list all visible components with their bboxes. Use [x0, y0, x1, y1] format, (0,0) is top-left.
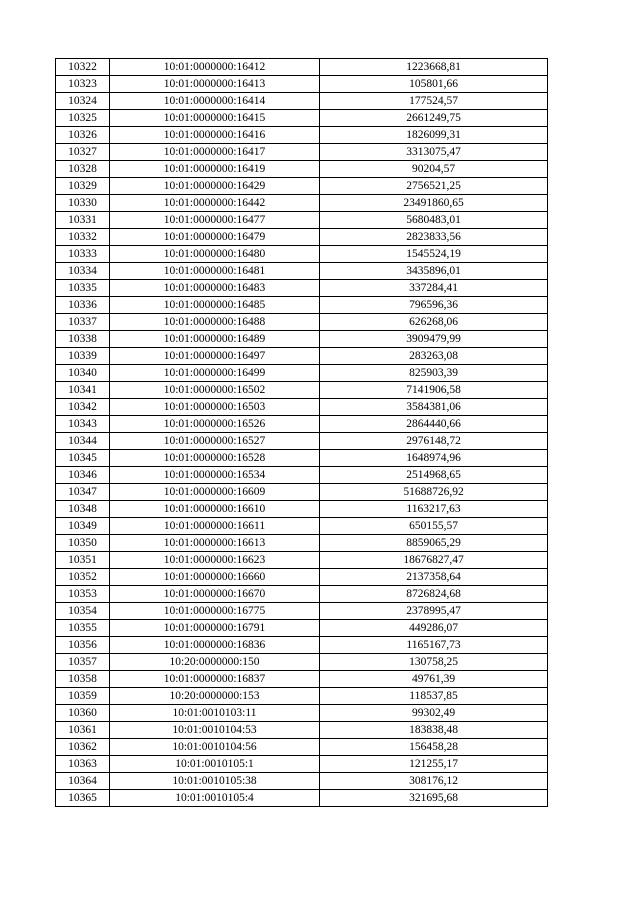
- cadastral-number-cell: 10:01:0000000:16413: [110, 76, 320, 93]
- cadastral-number-cell: 10:01:0000000:16477: [110, 212, 320, 229]
- row-number-cell: 10333: [56, 246, 110, 263]
- table-row: [56, 161, 548, 178]
- value-cell: 283263,08: [320, 348, 548, 365]
- value-cell: 1545524,19: [320, 246, 548, 263]
- cadastral-table: [55, 58, 548, 807]
- row-number-cell: 10356: [56, 637, 110, 654]
- cadastral-number-cell: 10:01:0000000:16527: [110, 433, 320, 450]
- row-number-cell: 10349: [56, 518, 110, 535]
- cadastral-number-cell: 10:01:0010105:1: [110, 756, 320, 773]
- table-row: [56, 637, 548, 654]
- cadastral-number-cell: 10:01:0000000:16610: [110, 501, 320, 518]
- table-row: [56, 654, 548, 671]
- row-number-cell: 10334: [56, 263, 110, 280]
- row-number-cell: 10326: [56, 127, 110, 144]
- value-cell: 51688726,92: [320, 484, 548, 501]
- table-row: [56, 297, 548, 314]
- row-number-cell: 10357: [56, 654, 110, 671]
- value-cell: 321695,68: [320, 790, 548, 807]
- table-row: [56, 93, 548, 110]
- row-number-cell: 10327: [56, 144, 110, 161]
- table-row: [56, 552, 548, 569]
- row-number-cell: 10324: [56, 93, 110, 110]
- cadastral-number-cell: 10:01:0000000:16499: [110, 365, 320, 382]
- value-cell: 23491860,65: [320, 195, 548, 212]
- cadastral-number-cell: 10:01:0000000:16481: [110, 263, 320, 280]
- row-number-cell: 10329: [56, 178, 110, 195]
- table-row: [56, 603, 548, 620]
- row-number-cell: 10362: [56, 739, 110, 756]
- row-number-cell: 10328: [56, 161, 110, 178]
- table-row: [56, 212, 548, 229]
- table-row: [56, 773, 548, 790]
- value-cell: 2514968,65: [320, 467, 548, 484]
- cadastral-number-cell: 10:01:0000000:16837: [110, 671, 320, 688]
- cadastral-number-cell: 10:01:0000000:16623: [110, 552, 320, 569]
- value-cell: 49761,39: [320, 671, 548, 688]
- cadastral-number-cell: 10:01:0000000:16670: [110, 586, 320, 603]
- cadastral-number-cell: 10:01:0000000:16613: [110, 535, 320, 552]
- cadastral-number-cell: 10:01:0000000:16429: [110, 178, 320, 195]
- cadastral-number-cell: 10:01:0010105:38: [110, 773, 320, 790]
- value-cell: 2137358,64: [320, 569, 548, 586]
- cadastral-number-cell: 10:01:0000000:16416: [110, 127, 320, 144]
- row-number-cell: 10354: [56, 603, 110, 620]
- value-cell: 796596,36: [320, 297, 548, 314]
- table-row: [56, 535, 548, 552]
- row-number-cell: 10351: [56, 552, 110, 569]
- row-number-cell: 10364: [56, 773, 110, 790]
- row-number-cell: 10347: [56, 484, 110, 501]
- cadastral-number-cell: 10:01:0000000:16480: [110, 246, 320, 263]
- value-cell: 650155,57: [320, 518, 548, 535]
- table-row: [56, 127, 548, 144]
- table-row: [56, 518, 548, 535]
- row-number-cell: 10336: [56, 297, 110, 314]
- table-row: [56, 722, 548, 739]
- row-number-cell: 10342: [56, 399, 110, 416]
- cadastral-number-cell: 10:01:0000000:16414: [110, 93, 320, 110]
- row-number-cell: 10360: [56, 705, 110, 722]
- value-cell: 2823833,56: [320, 229, 548, 246]
- table-row: [56, 569, 548, 586]
- value-cell: 183838,48: [320, 722, 548, 739]
- cadastral-number-cell: 10:01:0000000:16503: [110, 399, 320, 416]
- value-cell: 3435896,01: [320, 263, 548, 280]
- row-number-cell: 10335: [56, 280, 110, 297]
- table-row: [56, 484, 548, 501]
- table-row: [56, 76, 548, 93]
- table-row: [56, 246, 548, 263]
- cadastral-number-cell: 10:01:0000000:16534: [110, 467, 320, 484]
- cadastral-number-cell: 10:01:0000000:16483: [110, 280, 320, 297]
- table-row: [56, 705, 548, 722]
- value-cell: 99302,49: [320, 705, 548, 722]
- value-cell: 3909479,99: [320, 331, 548, 348]
- cadastral-number-cell: 10:01:0000000:16415: [110, 110, 320, 127]
- row-number-cell: 10323: [56, 76, 110, 93]
- row-number-cell: 10352: [56, 569, 110, 586]
- table-row: [56, 671, 548, 688]
- cadastral-number-cell: 10:01:0000000:16479: [110, 229, 320, 246]
- value-cell: 5680483,01: [320, 212, 548, 229]
- row-number-cell: 10345: [56, 450, 110, 467]
- table-row: [56, 399, 548, 416]
- table-body: [56, 59, 548, 807]
- row-number-cell: 10358: [56, 671, 110, 688]
- row-number-cell: 10322: [56, 59, 110, 76]
- row-number-cell: 10344: [56, 433, 110, 450]
- value-cell: 1648974,96: [320, 450, 548, 467]
- value-cell: 3584381,06: [320, 399, 548, 416]
- cadastral-number-cell: 10:01:0000000:16775: [110, 603, 320, 620]
- cadastral-number-cell: 10:01:0000000:16791: [110, 620, 320, 637]
- table-row: [56, 59, 548, 76]
- table-row: [56, 178, 548, 195]
- table-row: [56, 688, 548, 705]
- value-cell: 118537,85: [320, 688, 548, 705]
- row-number-cell: 10340: [56, 365, 110, 382]
- row-number-cell: 10325: [56, 110, 110, 127]
- row-number-cell: 10338: [56, 331, 110, 348]
- cadastral-number-cell: 10:01:0010104:53: [110, 722, 320, 739]
- value-cell: 825903,39: [320, 365, 548, 382]
- table-row: [56, 195, 548, 212]
- table-row: [56, 739, 548, 756]
- value-cell: 337284,41: [320, 280, 548, 297]
- row-number-cell: 10337: [56, 314, 110, 331]
- table-row: [56, 501, 548, 518]
- value-cell: 105801,66: [320, 76, 548, 93]
- table-row: [56, 416, 548, 433]
- table-row: [56, 382, 548, 399]
- row-number-cell: 10330: [56, 195, 110, 212]
- cadastral-number-cell: 10:01:0000000:16489: [110, 331, 320, 348]
- cadastral-number-cell: 10:01:0000000:16526: [110, 416, 320, 433]
- value-cell: 3313075,47: [320, 144, 548, 161]
- value-cell: 2378995,47: [320, 603, 548, 620]
- value-cell: 8859065,29: [320, 535, 548, 552]
- row-number-cell: 10359: [56, 688, 110, 705]
- row-number-cell: 10332: [56, 229, 110, 246]
- cadastral-number-cell: 10:01:0000000:16836: [110, 637, 320, 654]
- value-cell: 18676827,47: [320, 552, 548, 569]
- value-cell: 177524,57: [320, 93, 548, 110]
- value-cell: 1826099,31: [320, 127, 548, 144]
- row-number-cell: 10331: [56, 212, 110, 229]
- cadastral-number-cell: 10:01:0000000:16412: [110, 59, 320, 76]
- cadastral-number-cell: 10:01:0000000:16419: [110, 161, 320, 178]
- table-row: [56, 433, 548, 450]
- value-cell: 449286,07: [320, 620, 548, 637]
- row-number-cell: 10348: [56, 501, 110, 518]
- row-number-cell: 10343: [56, 416, 110, 433]
- table-row: [56, 348, 548, 365]
- value-cell: 1223668,81: [320, 59, 548, 76]
- table-row: [56, 263, 548, 280]
- value-cell: 1165167,73: [320, 637, 548, 654]
- value-cell: 2661249,75: [320, 110, 548, 127]
- row-number-cell: 10361: [56, 722, 110, 739]
- value-cell: 626268,06: [320, 314, 548, 331]
- cadastral-number-cell: 10:01:0000000:16442: [110, 195, 320, 212]
- row-number-cell: 10353: [56, 586, 110, 603]
- table-row: [56, 314, 548, 331]
- row-number-cell: 10341: [56, 382, 110, 399]
- table-row: [56, 229, 548, 246]
- cadastral-number-cell: 10:01:0000000:16502: [110, 382, 320, 399]
- value-cell: 8726824,68: [320, 586, 548, 603]
- cadastral-number-cell: 10:01:0000000:16497: [110, 348, 320, 365]
- table-row: [56, 280, 548, 297]
- table-row: [56, 331, 548, 348]
- table-row: [56, 365, 548, 382]
- cadastral-number-cell: 10:01:0000000:16611: [110, 518, 320, 535]
- table-row: [56, 144, 548, 161]
- table-row: [56, 756, 548, 773]
- value-cell: 2864440,66: [320, 416, 548, 433]
- row-number-cell: 10350: [56, 535, 110, 552]
- row-number-cell: 10346: [56, 467, 110, 484]
- cadastral-number-cell: 10:20:0000000:153: [110, 688, 320, 705]
- value-cell: 308176,12: [320, 773, 548, 790]
- row-number-cell: 10363: [56, 756, 110, 773]
- row-number-cell: 10339: [56, 348, 110, 365]
- value-cell: 121255,17: [320, 756, 548, 773]
- value-cell: 2976148,72: [320, 433, 548, 450]
- value-cell: 130758,25: [320, 654, 548, 671]
- value-cell: 90204,57: [320, 161, 548, 178]
- cadastral-number-cell: 10:20:0000000:150: [110, 654, 320, 671]
- row-number-cell: 10365: [56, 790, 110, 807]
- value-cell: 7141906,58: [320, 382, 548, 399]
- value-cell: 2756521,25: [320, 178, 548, 195]
- table-row: [56, 110, 548, 127]
- cadastral-number-cell: 10:01:0010103:11: [110, 705, 320, 722]
- table-row: [56, 450, 548, 467]
- table-row: [56, 586, 548, 603]
- table-row: [56, 620, 548, 637]
- cadastral-number-cell: 10:01:0000000:16485: [110, 297, 320, 314]
- value-cell: 156458,28: [320, 739, 548, 756]
- cadastral-number-cell: 10:01:0000000:16417: [110, 144, 320, 161]
- row-number-cell: 10355: [56, 620, 110, 637]
- cadastral-number-cell: 10:01:0010105:4: [110, 790, 320, 807]
- cadastral-number-cell: 10:01:0000000:16609: [110, 484, 320, 501]
- cadastral-number-cell: 10:01:0000000:16528: [110, 450, 320, 467]
- cadastral-number-cell: 10:01:0000000:16660: [110, 569, 320, 586]
- cadastral-number-cell: 10:01:0010104:56: [110, 739, 320, 756]
- table-row: [56, 790, 548, 807]
- value-cell: 1163217,63: [320, 501, 548, 518]
- cadastral-number-cell: 10:01:0000000:16488: [110, 314, 320, 331]
- table-row: [56, 467, 548, 484]
